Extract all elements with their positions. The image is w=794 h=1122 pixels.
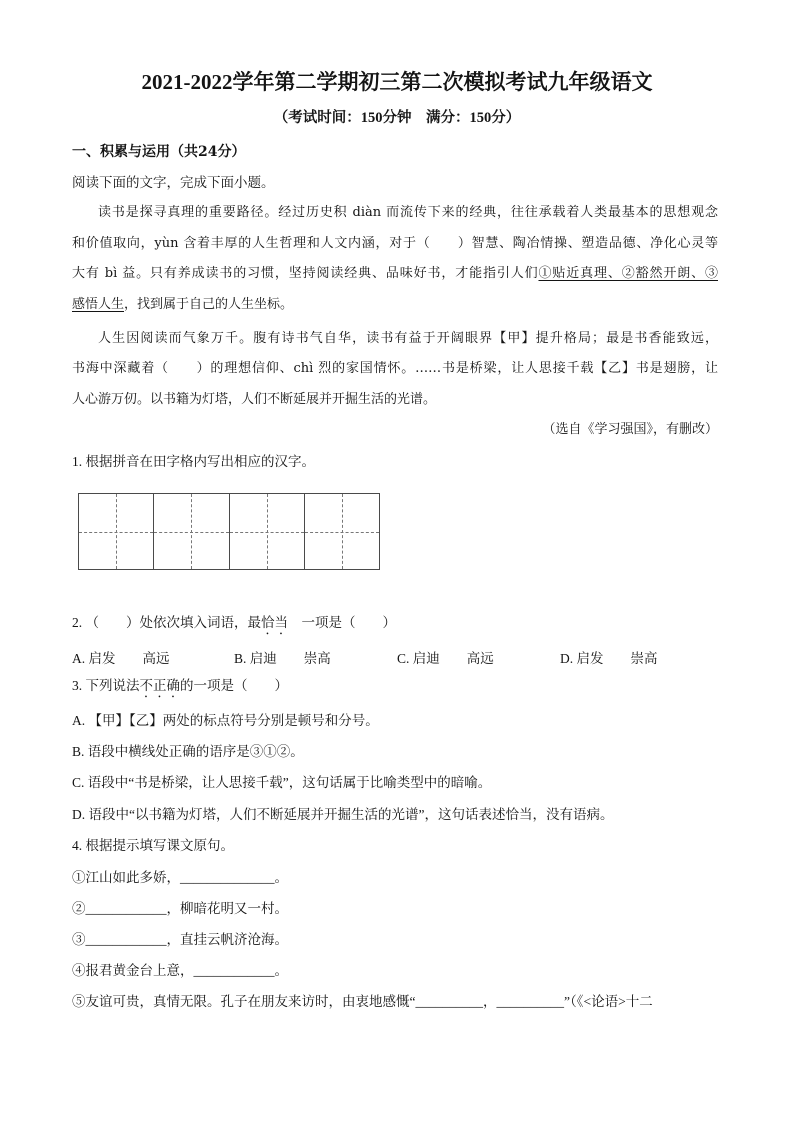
q3-option-d: D. 语段中“以书籍为灯塔，人们不断延展并开掘生活的光谱”，这句话表述恰当，没有语病。 bbox=[72, 807, 614, 822]
reading-instruction: 阅读下面的文字，完成下面小题。 bbox=[72, 175, 275, 190]
q2-option-d: D. 启发 崇高 bbox=[560, 651, 658, 666]
passage-p1-line1: 读书是探寻真理的重要路径。经过历史积 diàn 而流传下来的经典，往往承载着人类最基本的思想观念 bbox=[98, 205, 718, 220]
q2-option-a: A. 启发 高远 bbox=[72, 651, 170, 666]
q4-item-4: ④报君黄金台上意，____________。 bbox=[72, 963, 288, 978]
question-2 bbox=[72, 613, 718, 638]
underlined-sequence-end: 感悟人生 bbox=[72, 297, 125, 312]
question-1: 1. 根据拼音在田字格内写出相应的汉字。 bbox=[72, 454, 315, 469]
question-text: 3. 下列说法 bbox=[72, 678, 140, 693]
q4-item-5: ⑤友谊可贵，真情无限。孔子在朋友来访时，由衷地感慨“__________，__________”（《<论语>十二 bbox=[72, 994, 653, 1009]
question-3 bbox=[72, 676, 718, 701]
passage-text: ，找到属于自己的人生坐标。 bbox=[124, 297, 294, 312]
passage-p1-line4 bbox=[72, 295, 718, 315]
tianzige-box bbox=[230, 494, 305, 569]
section-heading: 一、积累与运用（共24分） bbox=[72, 144, 246, 160]
q2-option-b: B. 启迪 崇高 bbox=[234, 651, 331, 666]
passage-p2-line1: 人生因阅读而气象万千。腹有诗书气自华，读书有益于开阔眼界【甲】提升格局；最是书香能致远， bbox=[98, 331, 718, 346]
exam-title: 2021-2022学年第二学期初三第二次模拟考试九年级语文 bbox=[141, 70, 653, 94]
question-text: 2. （ ）处依次填入词语，最 bbox=[72, 615, 261, 630]
q3-option-b: B. 语段中横线处正确的语序是③①②。 bbox=[72, 744, 304, 759]
tianzige-box bbox=[79, 494, 154, 569]
emphasized-text: 不正确 bbox=[139, 678, 180, 693]
q3-option-a: A. 【甲】【乙】两处的标点符号分别是顿号和分号。 bbox=[72, 713, 379, 728]
q4-item-2: ②____________，柳暗花明又一村。 bbox=[72, 901, 288, 916]
q4-item-3: ③____________，直挂云帆济沧海。 bbox=[72, 932, 288, 947]
exam-subtitle: （考试时间：150分钟 满分：150分） bbox=[273, 110, 521, 126]
passage-source: （选自《学习强国》，有删改） bbox=[542, 422, 718, 437]
emphasized-text: 恰当 bbox=[261, 615, 288, 630]
q2-option-c: C. 启迪 高远 bbox=[397, 651, 494, 666]
question-text: 的一项是（ ） bbox=[180, 678, 288, 693]
passage-p1-line2: 和价值取向，yùn 含着丰厚的人生哲理和人文内涵，对于（ ）智慧、陶冶情操、塑造品德、净化心灵等 bbox=[72, 236, 718, 251]
q3-option-c: C. 语段中“书是桥梁，让人思接千载”，这句话属于比喻类型中的暗喻。 bbox=[72, 775, 492, 790]
passage-text: 大有 bì 益。只有养成读书的习惯，坚持阅读经典、品味好书，才能指引人们 bbox=[72, 266, 539, 281]
underlined-sequence: ①贴近真理、②豁然开朗、③ bbox=[538, 266, 718, 281]
q4-item-1: ①江山如此多娇，______________。 bbox=[72, 870, 288, 885]
passage-p2-line3: 人心游万仞。以书籍为灯塔，人们不断延展并开掘生活的光谱。 bbox=[72, 392, 437, 407]
tianzige-grid bbox=[78, 493, 380, 570]
passage-p1-line3 bbox=[72, 264, 718, 284]
passage-p2-line2: 书海中深藏着（ ）的理想信仰、chì 烈的家国情怀。……书是桥梁，让人思接千载【乙】书是翅膀，让 bbox=[72, 361, 718, 376]
question-4: 4. 根据提示填写课文原句。 bbox=[72, 838, 234, 853]
tianzige-box bbox=[305, 494, 379, 569]
question-text: 一项是（ ） bbox=[288, 615, 396, 630]
tianzige-box bbox=[154, 494, 229, 569]
